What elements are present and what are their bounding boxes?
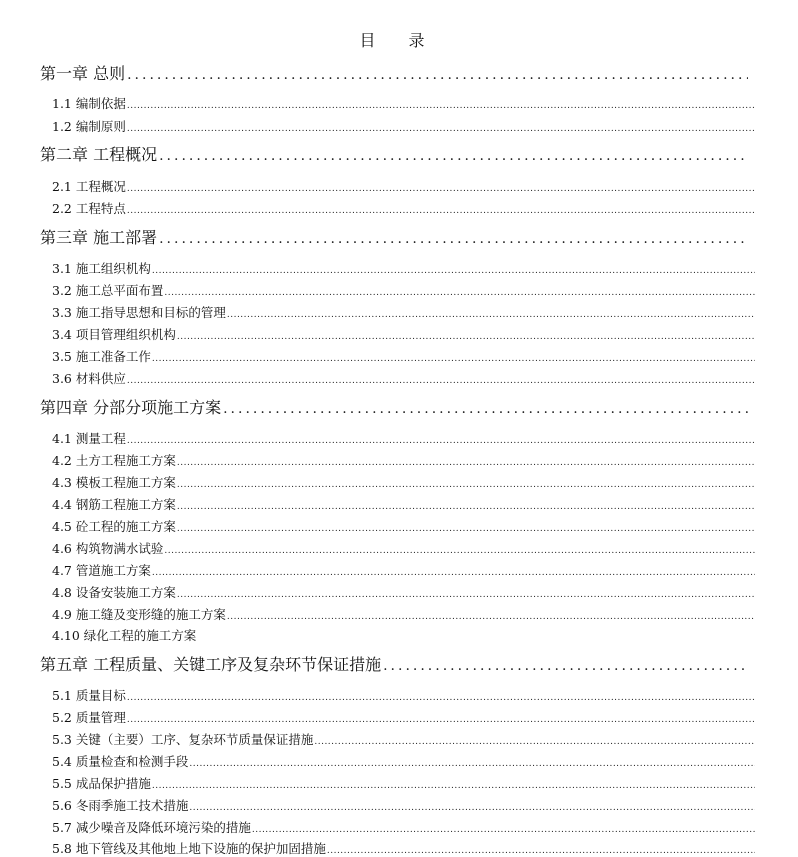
toc-section-4-2[interactable]: [52, 451, 755, 469]
toc-section-4-7[interactable]: [52, 561, 755, 579]
leader-dots: [314, 737, 755, 747]
section-label: 4.5 砼工程的施工方案: [52, 519, 176, 534]
leader-dots: [177, 332, 755, 342]
toc-section-1-1[interactable]: [52, 94, 755, 112]
toc-section-3-1[interactable]: [52, 259, 755, 277]
toc-section-3-3[interactable]: [52, 303, 755, 321]
leader-dots: [177, 502, 755, 512]
toc-section-5-7[interactable]: [52, 818, 755, 836]
leader-dots: [159, 231, 748, 247]
section-label: 5.6 冬雨季施工技术措施: [52, 798, 189, 813]
toc-chapter-4[interactable]: [40, 395, 748, 417]
chapter-label: 第五章 工程质量、关键工序及复杂环节保证措施: [40, 655, 382, 674]
toc-section-5-2[interactable]: [52, 708, 755, 726]
leader-dots: [152, 781, 755, 791]
leader-dots: [223, 401, 748, 417]
leader-dots: [127, 693, 755, 703]
section-label: 5.5 成品保护措施: [52, 776, 151, 791]
section-label: 1.1 编制依据: [52, 96, 126, 111]
toc-chapter-3[interactable]: [40, 225, 748, 247]
section-label: 4.4 钢筋工程施工方案: [52, 497, 176, 512]
leader-dots: [152, 266, 755, 276]
section-label: 4.2 土方工程施工方案: [52, 453, 176, 468]
leader-dots: [127, 101, 755, 111]
toc-section-5-1[interactable]: [52, 686, 755, 704]
leader-dots: [127, 184, 755, 194]
leader-dots: [127, 124, 755, 134]
section-label: 4.3 模板工程施工方案: [52, 475, 176, 490]
leader-dots: [177, 458, 755, 468]
section-label: 5.1 质量目标: [52, 688, 126, 703]
toc-chapter-1[interactable]: [40, 61, 748, 83]
leader-dots: [252, 825, 755, 835]
section-label: 3.5 施工准备工作: [52, 349, 151, 364]
toc-section-4-9[interactable]: [52, 605, 755, 623]
chapter-label: 第三章 施工部署: [40, 228, 158, 247]
toc-section-2-1[interactable]: [52, 177, 755, 195]
toc-section-4-8[interactable]: [52, 583, 755, 601]
leader-dots: [152, 568, 755, 578]
leader-dots: [164, 546, 755, 556]
section-label: 3.3 施工指导思想和目标的管理: [52, 305, 226, 320]
section-label: 1.2 编制原则: [52, 119, 126, 134]
leader-dots: [327, 846, 755, 856]
leader-dots: [127, 715, 755, 725]
chapter-label: 第二章 工程概况: [40, 145, 158, 164]
toc-chapter-5[interactable]: [40, 652, 748, 674]
toc-section-4-4[interactable]: [52, 495, 755, 513]
section-label: 4.7 管道施工方案: [52, 563, 151, 578]
section-label: 5.2 质量管理: [52, 710, 126, 725]
section-label: 4.6 构筑物满水试验: [52, 541, 164, 556]
leader-dots: [127, 206, 755, 216]
leader-dots: [127, 67, 748, 83]
leader-dots: [177, 590, 755, 600]
toc-section-5-3[interactable]: [52, 730, 755, 748]
toc-section-2-2[interactable]: [52, 199, 755, 217]
section-label: 4.9 施工缝及变形缝的施工方案: [52, 607, 226, 622]
leader-dots: [164, 288, 755, 298]
section-label: 5.3 关键（主要）工序、复杂环节质量保证措施: [52, 732, 314, 747]
toc-section-3-5[interactable]: [52, 347, 755, 365]
leader-dots: [227, 310, 755, 320]
toc-section-3-6[interactable]: [52, 369, 755, 387]
leader-dots: [383, 658, 748, 674]
leader-dots: [177, 480, 755, 490]
leader-dots: [189, 803, 755, 813]
section-label: 3.1 施工组织机构: [52, 261, 151, 276]
toc-section-1-2[interactable]: [52, 117, 755, 135]
toc-section-3-4[interactable]: [52, 325, 755, 343]
section-label: 4.8 设备安装施工方案: [52, 585, 176, 600]
section-label: 4.10 绿化工程的施工方案: [52, 628, 197, 643]
toc-section-4-1[interactable]: [52, 429, 755, 447]
section-label: 5.8 地下管线及其他地上地下设施的保护加固措施: [52, 841, 326, 856]
leader-dots: [127, 376, 755, 386]
leader-dots: [127, 436, 755, 446]
section-label: 5.4 质量检查和检测手段: [52, 754, 189, 769]
leader-dots: [189, 759, 755, 769]
toc-chapter-2[interactable]: [40, 142, 748, 164]
toc-section-5-4[interactable]: [52, 752, 755, 770]
section-label: 3.2 施工总平面布置: [52, 283, 164, 298]
toc-section-4-3[interactable]: [52, 473, 755, 491]
toc-title: 目 录: [359, 31, 439, 50]
leader-dots: [152, 354, 755, 364]
chapter-label: 第四章 分部分项施工方案: [40, 398, 222, 417]
leader-dots: [227, 612, 755, 622]
toc-section-5-6[interactable]: [52, 796, 755, 814]
section-label: 2.1 工程概况: [52, 179, 126, 194]
toc-section-4-5[interactable]: [52, 517, 755, 535]
section-label: 3.6 材料供应: [52, 371, 126, 386]
toc-section-3-2[interactable]: [52, 281, 755, 299]
section-label: 3.4 项目管理组织机构: [52, 327, 176, 342]
toc-section-5-5[interactable]: [52, 774, 755, 792]
chapter-label: 第一章 总则: [40, 64, 126, 83]
toc-section-4-6[interactable]: [52, 539, 755, 557]
section-label: 2.2 工程特点: [52, 201, 126, 216]
toc-section-4-10[interactable]: [52, 626, 755, 644]
section-label: 4.1 测量工程: [52, 431, 126, 446]
section-label: 5.7 减少噪音及降低环境污染的措施: [52, 820, 251, 835]
leader-dots: [177, 524, 755, 534]
toc-section-5-8[interactable]: [52, 839, 755, 857]
leader-dots: [159, 148, 748, 164]
